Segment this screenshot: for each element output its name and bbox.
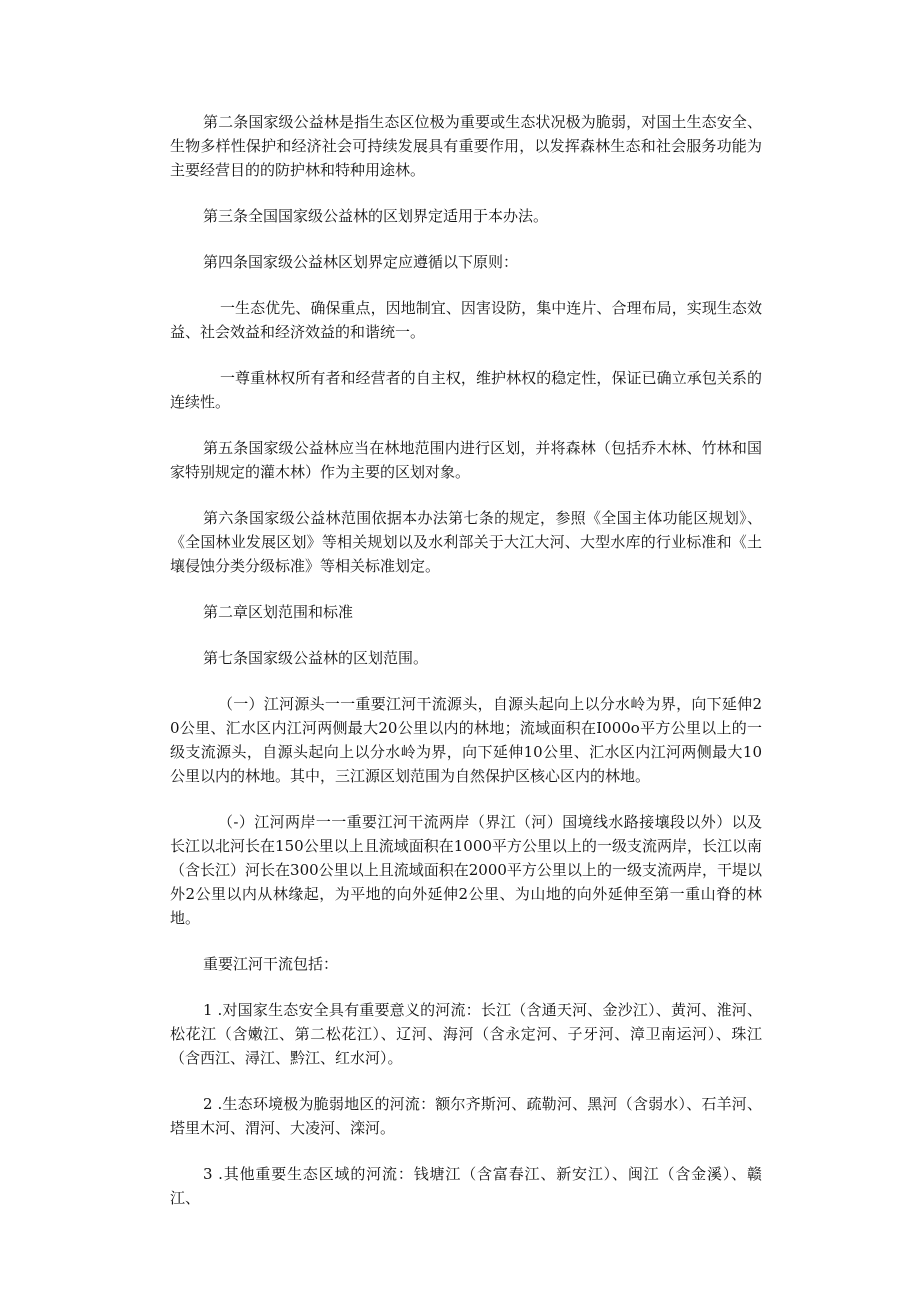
article-4-paragraph: 第四条国家级公益林区划界定应遵循以下原则： (203, 253, 519, 271)
principle-2-paragraph: 一尊重林权所有者和经营者的自主权，维护林权的稳定性，保证已确立承包关系的连续性。 (170, 369, 762, 411)
article-7-paragraph: 第七条国家级公益林的区划范围。 (203, 649, 429, 667)
rivers-list-3-paragraph: 3 .其他重要生态区域的河流：钱塘江（含富春江、新安江）、闽江（含金溪）、赣江、 (170, 1165, 762, 1207)
article-6-paragraph: 第六条国家级公益林范围依据本办法第七条的规定，参照《全国主体功能区规划》、《全国林业发展区划》等相关规划以及水利部关于大江大河、大型水库的行业标准和《土壤侵蚀分类分级标准》等相关标准划定。 (170, 509, 762, 575)
article-3-paragraph: 第三条全国国家级公益林的区划界定适用于本办法。 (203, 207, 549, 225)
article-2-paragraph: 第二条国家级公益林是指生态区位极为重要或生态状况极为脆弱，对国土生态安全、生物多样性保护和经济社会可持续发展具有重要作用，以发挥森林生态和社会服务功能为主要经营目的的防护林和特种用途林。 (170, 113, 762, 179)
chapter-2-heading: 第二章区划范围和标准 (203, 603, 354, 621)
rivers-list-1-paragraph: 1 .对国家生态安全具有重要意义的河流：长江（含通天河、金沙江）、黄河、淮河、松花江（含嫩江、第二松花江）、辽河、海河（含永定河、子牙河、漳卫南运河）、珠江（含西江、潯江、黔江、红水河）。 (170, 1001, 762, 1067)
document-body (170, 110, 762, 1232)
rivers-intro-paragraph: 重要江河干流包括： (203, 955, 339, 973)
article-5-paragraph: 第五条国家级公益林应当在林地范围内进行区划，并将森林（包括乔木林、竹林和国家特别规定的灌木林）作为主要的区划对象。 (170, 439, 762, 481)
item-1-paragraph: （一）江河源头一一重要江河干流源头，自源头起向上以分水岭为界，向下延伸20公里、汇水区内江河两侧最大20公里以内的林地；流域面积在I000o平方公里以上的一级支流源头，自源头起向上以分水岭为界，向下延伸10公里、汇水区内江河两侧最大10公里以内的林地。其中，三江源区划范围为自然保护区核心区内的林地。 (170, 695, 762, 785)
principle-1-paragraph: 一生态优先、确保重点，因地制宜、因害设防，集中连片、合理布局，实现生态效益、社会效益和经济效益的和谐统一。 (170, 299, 762, 341)
item-2-paragraph: （-）江河两岸一一重要江河干流两岸（界江（河）国境线水路接壤段以外）以及长江以北河长在150公里以上且流域面积在1000平方公里以上的一级支流两岸，长江以南（含长江）河长在300公里以上且流域面积在2000平方公里以上的一级支流两岸，干堤以外2公里以内从林缘起，为平地的向外延伸2公里、为山地的向外延伸至第一重山脊的林地。 (170, 813, 762, 927)
rivers-list-2-paragraph: 2 .生态环境极为脆弱地区的河流：额尔齐斯河、疏勒河、黑河（含弱水）、石羊河、塔里木河、渭河、大凌河、滦河。 (170, 1095, 762, 1137)
